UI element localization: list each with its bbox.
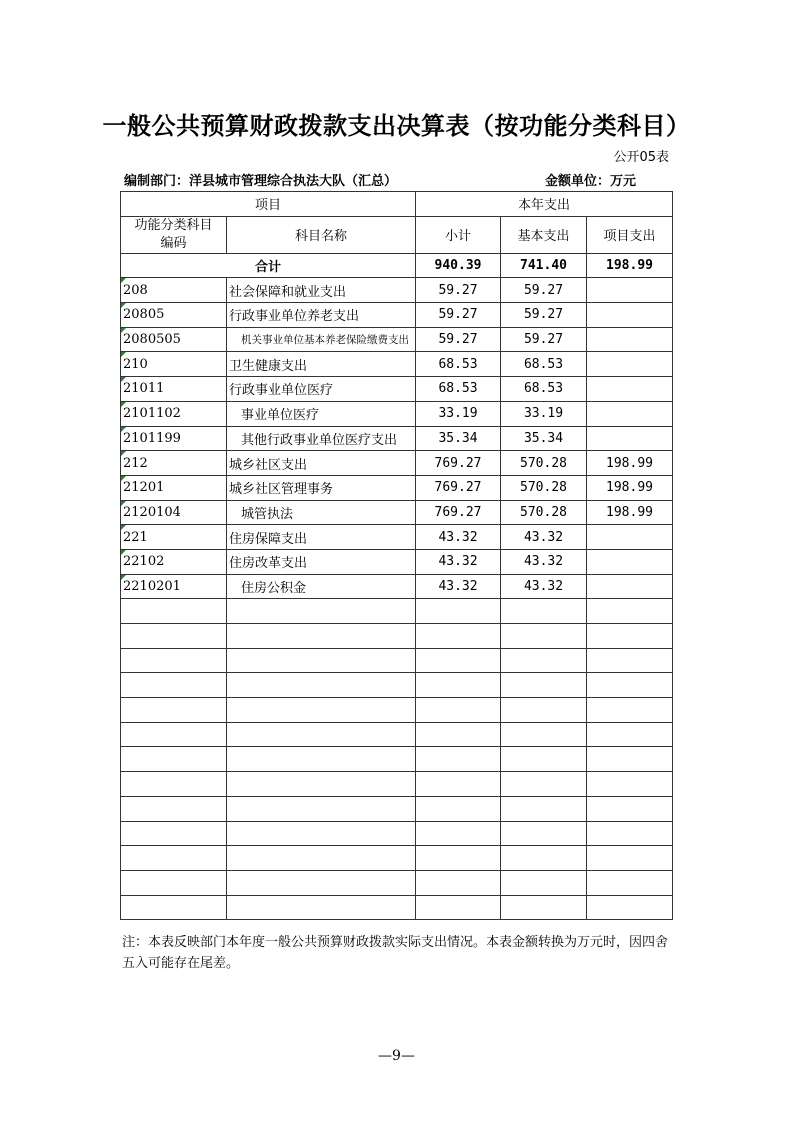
row-code: 21011 bbox=[121, 377, 227, 402]
row-name: 行政事业单位医疗 bbox=[227, 377, 416, 402]
blank-row bbox=[121, 846, 673, 871]
blank-cell bbox=[587, 624, 673, 649]
blank-row bbox=[121, 821, 673, 846]
row-basic: 59.27 bbox=[501, 278, 587, 303]
total-row bbox=[121, 253, 673, 278]
blank-cell bbox=[587, 821, 673, 846]
header-basic: 基本支出 bbox=[501, 216, 587, 253]
blank-cell bbox=[121, 648, 227, 673]
row-subtotal: 68.53 bbox=[416, 352, 501, 377]
row-project-exp bbox=[587, 401, 673, 426]
total-label: 合计 bbox=[121, 253, 416, 278]
row-code: 2101102 bbox=[121, 401, 227, 426]
row-subtotal: 769.27 bbox=[416, 500, 501, 525]
row-name: 住房公积金 bbox=[227, 574, 416, 599]
row-code: 20805 bbox=[121, 303, 227, 328]
blank-cell bbox=[587, 747, 673, 772]
blank-cell bbox=[587, 599, 673, 624]
header-name: 科目名称 bbox=[227, 216, 416, 253]
blank-cell bbox=[587, 870, 673, 895]
row-name: 住房保障支出 bbox=[227, 525, 416, 550]
row-basic: 59.27 bbox=[501, 327, 587, 352]
row-name: 城乡社区管理事务 bbox=[227, 475, 416, 500]
row-project-exp bbox=[587, 377, 673, 402]
amount-unit-label: 金额单位：万元 bbox=[545, 174, 637, 189]
row-code: 221 bbox=[121, 525, 227, 550]
blank-cell bbox=[416, 747, 501, 772]
blank-cell bbox=[501, 747, 587, 772]
row-basic: 43.32 bbox=[501, 525, 587, 550]
row-name: 城乡社区支出 bbox=[227, 451, 416, 476]
row-project-exp bbox=[587, 352, 673, 377]
table-row bbox=[121, 500, 673, 525]
blank-row bbox=[121, 599, 673, 624]
blank-cell bbox=[227, 648, 416, 673]
blank-cell bbox=[227, 722, 416, 747]
blank-cell bbox=[416, 870, 501, 895]
page-title: 一般公共预算财政拨款支出决算表（按功能分类科目） bbox=[102, 112, 691, 140]
table-row bbox=[121, 426, 673, 451]
blank-row bbox=[121, 648, 673, 673]
row-name: 社会保障和就业支出 bbox=[227, 278, 416, 303]
blank-row bbox=[121, 870, 673, 895]
row-name: 其他行政事业单位医疗支出 bbox=[227, 426, 416, 451]
blank-cell bbox=[501, 895, 587, 920]
row-project-exp bbox=[587, 278, 673, 303]
form-code: 公开05表 bbox=[613, 150, 669, 165]
header-project: 项目 bbox=[121, 192, 416, 217]
blank-cell bbox=[416, 599, 501, 624]
blank-cell bbox=[227, 698, 416, 723]
row-subtotal: 33.19 bbox=[416, 401, 501, 426]
total-project-exp: 198.99 bbox=[587, 253, 673, 278]
table-row bbox=[121, 352, 673, 377]
row-code: 2120104 bbox=[121, 500, 227, 525]
row-name: 事业单位医疗 bbox=[227, 401, 416, 426]
footnote: 注：本表反映部门本年度一般公共预算财政拨款实际支出情况。本表金额转换为万元时，因四舍五入可能存在尾差。 bbox=[122, 935, 669, 971]
row-subtotal: 35.34 bbox=[416, 426, 501, 451]
blank-cell bbox=[121, 870, 227, 895]
row-subtotal: 769.27 bbox=[416, 475, 501, 500]
row-project-exp bbox=[587, 327, 673, 352]
header-row-top bbox=[121, 192, 673, 217]
blank-cell bbox=[587, 648, 673, 673]
row-project-exp: 198.99 bbox=[587, 451, 673, 476]
blank-cell bbox=[416, 895, 501, 920]
page-number: —9— bbox=[378, 1048, 415, 1064]
row-code: 210 bbox=[121, 352, 227, 377]
blank-cell bbox=[416, 648, 501, 673]
blank-cell bbox=[416, 796, 501, 821]
blank-cell bbox=[227, 821, 416, 846]
row-code: 2101199 bbox=[121, 426, 227, 451]
blank-cell bbox=[501, 821, 587, 846]
row-project-exp bbox=[587, 426, 673, 451]
row-code: 212 bbox=[121, 451, 227, 476]
blank-cell bbox=[416, 772, 501, 797]
blank-cell bbox=[121, 599, 227, 624]
blank-cell bbox=[227, 870, 416, 895]
blank-cell bbox=[121, 722, 227, 747]
blank-cell bbox=[501, 599, 587, 624]
blank-cell bbox=[416, 846, 501, 871]
blank-cell bbox=[227, 796, 416, 821]
row-subtotal: 59.27 bbox=[416, 278, 501, 303]
row-project-exp bbox=[587, 574, 673, 599]
row-name: 机关事业单位基本养老保险缴费支出 bbox=[227, 327, 416, 352]
row-basic: 59.27 bbox=[501, 303, 587, 328]
blank-cell bbox=[121, 698, 227, 723]
blank-cell bbox=[501, 796, 587, 821]
blank-cell bbox=[501, 870, 587, 895]
blank-cell bbox=[501, 648, 587, 673]
row-basic: 68.53 bbox=[501, 377, 587, 402]
row-project-exp bbox=[587, 525, 673, 550]
row-subtotal: 59.27 bbox=[416, 327, 501, 352]
blank-cell bbox=[121, 796, 227, 821]
blank-cell bbox=[416, 722, 501, 747]
blank-cell bbox=[227, 599, 416, 624]
blank-cell bbox=[227, 895, 416, 920]
blank-cell bbox=[121, 747, 227, 772]
row-project-exp: 198.99 bbox=[587, 500, 673, 525]
row-subtotal: 43.32 bbox=[416, 574, 501, 599]
department-label: 编制部门：洋县城市管理综合执法大队（汇总） bbox=[124, 174, 398, 189]
blank-row bbox=[121, 772, 673, 797]
blank-cell bbox=[227, 624, 416, 649]
row-code: 2080505 bbox=[121, 327, 227, 352]
expenditure-table bbox=[120, 191, 673, 920]
blank-cell bbox=[501, 722, 587, 747]
blank-cell bbox=[587, 698, 673, 723]
blank-row bbox=[121, 722, 673, 747]
blank-cell bbox=[121, 673, 227, 698]
blank-cell bbox=[501, 846, 587, 871]
row-basic: 33.19 bbox=[501, 401, 587, 426]
blank-cell bbox=[121, 772, 227, 797]
row-subtotal: 769.27 bbox=[416, 451, 501, 476]
row-subtotal: 68.53 bbox=[416, 377, 501, 402]
row-subtotal: 43.32 bbox=[416, 525, 501, 550]
row-basic: 570.28 bbox=[501, 500, 587, 525]
table-row bbox=[121, 451, 673, 476]
blank-cell bbox=[227, 673, 416, 698]
blank-cell bbox=[501, 698, 587, 723]
total-subtotal: 940.39 bbox=[416, 253, 501, 278]
table-row bbox=[121, 549, 673, 574]
table-row bbox=[121, 303, 673, 328]
row-subtotal: 59.27 bbox=[416, 303, 501, 328]
row-project-exp bbox=[587, 549, 673, 574]
header-code-text: 功能分类科目编码 bbox=[134, 217, 213, 251]
blank-cell bbox=[501, 673, 587, 698]
blank-cell bbox=[416, 698, 501, 723]
row-basic: 35.34 bbox=[501, 426, 587, 451]
row-basic: 570.28 bbox=[501, 475, 587, 500]
table-row bbox=[121, 401, 673, 426]
blank-cell bbox=[227, 846, 416, 871]
blank-row bbox=[121, 747, 673, 772]
blank-row bbox=[121, 698, 673, 723]
blank-cell bbox=[587, 895, 673, 920]
row-name: 行政事业单位养老支出 bbox=[227, 303, 416, 328]
blank-cell bbox=[121, 895, 227, 920]
table-row bbox=[121, 525, 673, 550]
blank-row bbox=[121, 624, 673, 649]
blank-cell bbox=[227, 772, 416, 797]
header-row-columns bbox=[121, 216, 673, 253]
header-code bbox=[121, 216, 227, 253]
blank-cell bbox=[121, 846, 227, 871]
blank-cell bbox=[227, 747, 416, 772]
table-row bbox=[121, 327, 673, 352]
blank-cell bbox=[587, 796, 673, 821]
row-subtotal: 43.32 bbox=[416, 549, 501, 574]
header-subtotal: 小计 bbox=[416, 216, 501, 253]
header-current-year: 本年支出 bbox=[416, 192, 673, 217]
row-code: 21201 bbox=[121, 475, 227, 500]
row-code: 2210201 bbox=[121, 574, 227, 599]
table-row bbox=[121, 278, 673, 303]
blank-row bbox=[121, 895, 673, 920]
row-basic: 43.32 bbox=[501, 549, 587, 574]
row-basic: 570.28 bbox=[501, 451, 587, 476]
blank-cell bbox=[121, 624, 227, 649]
blank-cell bbox=[587, 846, 673, 871]
blank-cell bbox=[416, 624, 501, 649]
table-row bbox=[121, 377, 673, 402]
row-basic: 68.53 bbox=[501, 352, 587, 377]
row-project-exp bbox=[587, 303, 673, 328]
blank-cell bbox=[121, 821, 227, 846]
blank-cell bbox=[416, 673, 501, 698]
blank-cell bbox=[501, 624, 587, 649]
blank-cell bbox=[587, 722, 673, 747]
blank-cell bbox=[501, 772, 587, 797]
row-code: 22102 bbox=[121, 549, 227, 574]
table-row bbox=[121, 475, 673, 500]
blank-row bbox=[121, 673, 673, 698]
row-code: 208 bbox=[121, 278, 227, 303]
blank-cell bbox=[416, 821, 501, 846]
row-name: 城管执法 bbox=[227, 500, 416, 525]
row-name: 卫生健康支出 bbox=[227, 352, 416, 377]
row-project-exp: 198.99 bbox=[587, 475, 673, 500]
blank-cell bbox=[587, 673, 673, 698]
blank-row bbox=[121, 796, 673, 821]
total-basic: 741.40 bbox=[501, 253, 587, 278]
blank-cell bbox=[587, 772, 673, 797]
table-row bbox=[121, 574, 673, 599]
row-basic: 43.32 bbox=[501, 574, 587, 599]
header-project-exp: 项目支出 bbox=[587, 216, 673, 253]
row-name: 住房改革支出 bbox=[227, 549, 416, 574]
